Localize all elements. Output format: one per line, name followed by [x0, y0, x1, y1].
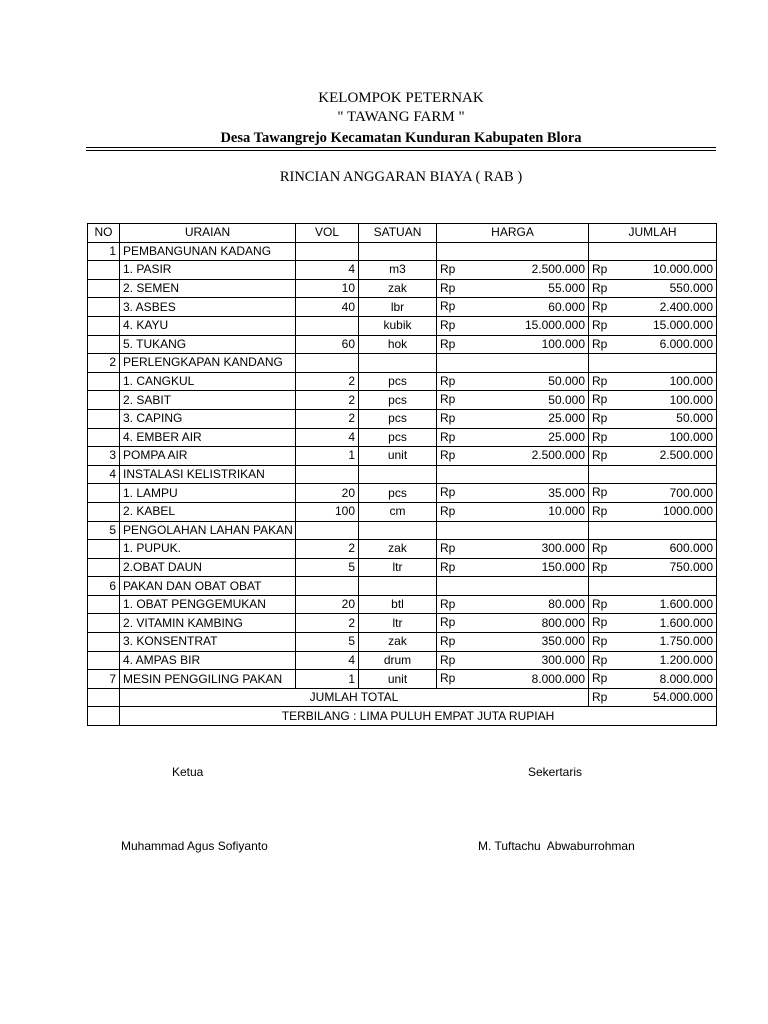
row-harga-cell	[437, 447, 589, 466]
row-harga-amount: 50.000	[548, 374, 585, 389]
row-jumlah-amount: 750.000	[669, 559, 713, 574]
row-no: 6	[88, 577, 120, 596]
table-row	[88, 261, 717, 280]
row-vol: 5	[296, 558, 359, 577]
table-row	[88, 335, 717, 354]
table-row	[88, 428, 717, 447]
table-row	[88, 614, 717, 633]
row-jumlah-amount: 1000.000	[662, 504, 713, 519]
row-harga-rp: Rp	[440, 615, 456, 630]
row-no: 1	[88, 242, 120, 261]
row-jumlah-cell	[589, 521, 717, 540]
row-satuan	[359, 465, 437, 484]
row-harga-rp: Rp	[440, 559, 456, 574]
table-row	[88, 521, 717, 540]
table-row	[88, 372, 717, 391]
row-no	[88, 484, 120, 503]
row-jumlah-rp: Rp	[592, 448, 608, 463]
row-vol: 2	[296, 540, 359, 559]
table-header-row	[88, 224, 717, 243]
row-harga-rp: Rp	[440, 373, 456, 388]
table-row	[88, 651, 717, 670]
row-harga-rp: Rp	[440, 541, 456, 556]
row-harga-rp: Rp	[440, 634, 456, 649]
row-vol: 1	[296, 447, 359, 466]
row-harga-cell	[437, 484, 589, 503]
row-jumlah-amount: 50.000	[676, 411, 713, 426]
row-vol: 4	[296, 261, 359, 280]
row-jumlah-cell	[589, 261, 717, 280]
row-uraian: 2. SABIT	[120, 391, 296, 410]
row-harga-amount: 100.000	[541, 336, 585, 351]
row-satuan	[359, 354, 437, 373]
row-vol: 2	[296, 409, 359, 428]
secretary-name: M. Tuftachu Abwaburrohman	[478, 839, 635, 853]
row-satuan: ltr	[359, 558, 437, 577]
row-satuan: kubik	[359, 316, 437, 335]
row-harga-rp: Rp	[440, 503, 456, 518]
row-uraian: PEMBANGUNAN KADANG	[120, 242, 296, 261]
row-uraian: 1. CANGKUL	[120, 372, 296, 391]
row-harga-rp: Rp	[440, 410, 456, 425]
row-uraian: 3. ASBES	[120, 298, 296, 317]
row-satuan: pcs	[359, 484, 437, 503]
terbilang-no-cell	[88, 707, 120, 726]
row-vol: 60	[296, 335, 359, 354]
row-uraian: 1. OBAT PENGGEMUKAN	[120, 595, 296, 614]
row-vol	[296, 354, 359, 373]
row-harga-amount: 10.000	[548, 504, 585, 519]
row-jumlah-amount: 10.000.000	[652, 262, 713, 277]
row-harga-rp: Rp	[440, 429, 456, 444]
row-jumlah-rp: Rp	[592, 503, 608, 518]
row-satuan: m3	[359, 261, 437, 280]
row-satuan: unit	[359, 670, 437, 689]
row-no	[88, 298, 120, 317]
row-no	[88, 595, 120, 614]
row-harga-amount: 25.000	[548, 411, 585, 426]
table-row	[88, 595, 717, 614]
row-no	[88, 335, 120, 354]
row-harga-cell	[437, 614, 589, 633]
row-jumlah-cell	[589, 298, 717, 317]
row-vol	[296, 521, 359, 540]
row-satuan: ltr	[359, 614, 437, 633]
row-no: 2	[88, 354, 120, 373]
row-jumlah-cell	[589, 465, 717, 484]
row-jumlah-rp: Rp	[592, 559, 608, 574]
row-satuan: btl	[359, 595, 437, 614]
row-uraian: PENGOLAHAN LAHAN PAKAN	[120, 521, 296, 540]
row-jumlah-amount: 1.750.000	[659, 634, 713, 649]
row-jumlah-amount: 1.600.000	[659, 615, 713, 630]
row-uraian: 4. AMPAS BIR	[120, 651, 296, 670]
row-satuan	[359, 242, 437, 261]
row-jumlah-rp: Rp	[592, 634, 608, 649]
row-harga-amount: 300.000	[541, 652, 585, 667]
row-no	[88, 409, 120, 428]
row-uraian: INSTALASI KELISTRIKAN	[120, 465, 296, 484]
row-jumlah-amount: 100.000	[669, 374, 713, 389]
row-no	[88, 614, 120, 633]
table-row	[88, 447, 717, 466]
row-jumlah-cell	[589, 428, 717, 447]
row-jumlah-cell	[589, 670, 717, 689]
row-jumlah-amount: 1.600.000	[659, 597, 713, 612]
table-row	[88, 391, 717, 410]
row-jumlah-amount: 600.000	[669, 541, 713, 556]
row-jumlah-amount: 2.400.000	[659, 299, 713, 314]
row-uraian: 1. LAMPU	[120, 484, 296, 503]
row-harga-rp: Rp	[440, 392, 456, 407]
table-row	[88, 633, 717, 652]
row-harga-cell	[437, 521, 589, 540]
row-no: 5	[88, 521, 120, 540]
row-harga-amount: 8.000.000	[531, 671, 585, 686]
row-harga-cell	[437, 335, 589, 354]
row-vol: 2	[296, 372, 359, 391]
terbilang-text: TERBILANG : LIMA PULUH EMPAT JUTA RUPIAH	[120, 707, 717, 726]
row-jumlah-rp: Rp	[592, 485, 608, 500]
row-uraian: 3. CAPING	[120, 409, 296, 428]
row-satuan	[359, 521, 437, 540]
row-satuan: pcs	[359, 372, 437, 391]
row-jumlah-cell	[589, 372, 717, 391]
row-satuan: cm	[359, 502, 437, 521]
header-divider-top	[86, 147, 716, 148]
row-harga-amount: 55.000	[548, 281, 585, 296]
row-no	[88, 502, 120, 521]
row-satuan: unit	[359, 447, 437, 466]
table-row	[88, 670, 717, 689]
row-uraian: 4. EMBER AIR	[120, 428, 296, 447]
total-rp: Rp	[592, 689, 608, 704]
row-jumlah-cell	[589, 558, 717, 577]
row-satuan: pcs	[359, 409, 437, 428]
row-harga-cell	[437, 391, 589, 410]
row-jumlah-rp: Rp	[592, 596, 608, 611]
row-satuan: pcs	[359, 428, 437, 447]
chairman-name: Muhammad Agus Sofiyanto	[121, 839, 268, 853]
row-jumlah-rp: Rp	[592, 336, 608, 351]
row-no	[88, 633, 120, 652]
row-harga-rp: Rp	[440, 336, 456, 351]
row-harga-amount: 50.000	[548, 392, 585, 407]
row-satuan: pcs	[359, 391, 437, 410]
table-row	[88, 484, 717, 503]
row-harga-cell	[437, 354, 589, 373]
row-harga-amount: 300.000	[541, 541, 585, 556]
row-jumlah-rp: Rp	[592, 429, 608, 444]
row-harga-cell	[437, 428, 589, 447]
row-uraian: 2. VITAMIN KAMBING	[120, 614, 296, 633]
row-satuan: drum	[359, 651, 437, 670]
row-harga-rp: Rp	[440, 652, 456, 667]
row-harga-rp: Rp	[440, 671, 456, 686]
total-label: JUMLAH TOTAL	[120, 688, 589, 707]
row-harga-rp: Rp	[440, 317, 456, 332]
row-jumlah-cell	[589, 633, 717, 652]
row-uraian: 1. PUPUK.	[120, 540, 296, 559]
row-uraian: 3. KONSENTRAT	[120, 633, 296, 652]
row-vol: 1	[296, 670, 359, 689]
table-row	[88, 409, 717, 428]
row-jumlah-cell	[589, 595, 717, 614]
row-harga-amount: 15.000.000	[524, 318, 585, 333]
row-harga-rp: Rp	[440, 262, 456, 277]
row-jumlah-amount: 15.000.000	[652, 318, 713, 333]
table-row	[88, 558, 717, 577]
row-harga-cell	[437, 465, 589, 484]
row-vol: 100	[296, 502, 359, 521]
row-jumlah-amount: 700.000	[669, 485, 713, 500]
row-jumlah-rp: Rp	[592, 410, 608, 425]
table-row	[88, 242, 717, 261]
row-jumlah-cell	[589, 651, 717, 670]
row-jumlah-cell	[589, 484, 717, 503]
header-jumlah: JUMLAH	[589, 224, 717, 243]
row-no	[88, 428, 120, 447]
header-divider-bottom	[86, 150, 716, 151]
row-no	[88, 372, 120, 391]
row-harga-cell	[437, 279, 589, 298]
row-no: 3	[88, 447, 120, 466]
row-harga-cell	[437, 670, 589, 689]
row-uraian: 2. KABEL	[120, 502, 296, 521]
row-jumlah-rp: Rp	[592, 652, 608, 667]
row-jumlah-rp: Rp	[592, 541, 608, 556]
row-jumlah-rp: Rp	[592, 299, 608, 314]
row-vol: 20	[296, 484, 359, 503]
secretary-role: Sekertaris	[528, 765, 583, 779]
row-vol	[296, 465, 359, 484]
row-harga-rp: Rp	[440, 485, 456, 500]
row-uraian: 2.OBAT DAUN	[120, 558, 296, 577]
row-jumlah-amount: 6.000.000	[659, 336, 713, 351]
row-jumlah-amount: 1.200.000	[659, 652, 713, 667]
row-satuan: zak	[359, 633, 437, 652]
row-harga-cell	[437, 558, 589, 577]
table-row	[88, 502, 717, 521]
row-harga-amount: 800.000	[541, 615, 585, 630]
table-row	[88, 279, 717, 298]
row-vol: 2	[296, 614, 359, 633]
table-row	[88, 577, 717, 596]
row-uraian: 1. PASIR	[120, 261, 296, 280]
row-harga-cell	[437, 372, 589, 391]
row-no: 4	[88, 465, 120, 484]
row-satuan: lbr	[359, 298, 437, 317]
row-uraian: 5. TUKANG	[120, 335, 296, 354]
row-harga-rp: Rp	[440, 596, 456, 611]
row-harga-amount: 150.000	[541, 559, 585, 574]
row-vol: 10	[296, 279, 359, 298]
row-uraian: PERLENGKAPAN KANDANG	[120, 354, 296, 373]
row-no	[88, 391, 120, 410]
chairman-role: Ketua	[172, 765, 204, 779]
row-vol	[296, 577, 359, 596]
table-row	[88, 540, 717, 559]
row-satuan: zak	[359, 279, 437, 298]
row-no: 7	[88, 670, 120, 689]
row-harga-cell	[437, 595, 589, 614]
row-jumlah-rp: Rp	[592, 671, 608, 686]
row-uraian: PAKAN DAN OBAT OBAT	[120, 577, 296, 596]
row-harga-amount: 80.000	[548, 597, 585, 612]
row-vol: 2	[296, 391, 359, 410]
total-row	[88, 688, 717, 707]
row-jumlah-cell	[589, 242, 717, 261]
row-harga-cell	[437, 502, 589, 521]
row-harga-cell	[437, 298, 589, 317]
row-harga-cell	[437, 651, 589, 670]
row-jumlah-rp: Rp	[592, 373, 608, 388]
table-row	[88, 354, 717, 373]
row-jumlah-rp: Rp	[592, 392, 608, 407]
row-harga-cell	[437, 261, 589, 280]
row-vol: 20	[296, 595, 359, 614]
row-harga-rp: Rp	[440, 280, 456, 295]
row-uraian: 4. KAYU	[120, 316, 296, 335]
row-harga-rp: Rp	[440, 448, 456, 463]
row-jumlah-rp: Rp	[592, 262, 608, 277]
row-jumlah-cell	[589, 409, 717, 428]
row-jumlah-cell	[589, 447, 717, 466]
row-jumlah-amount: 2.500.000	[659, 448, 713, 463]
row-satuan: zak	[359, 540, 437, 559]
row-harga-cell	[437, 633, 589, 652]
row-harga-cell	[437, 316, 589, 335]
row-no	[88, 558, 120, 577]
row-harga-amount: 350.000	[541, 634, 585, 649]
row-jumlah-rp: Rp	[592, 280, 608, 295]
row-jumlah-amount: 550.000	[669, 281, 713, 296]
row-no	[88, 651, 120, 670]
row-no	[88, 540, 120, 559]
table-row	[88, 316, 717, 335]
total-amount: 54.000.000	[652, 690, 713, 705]
row-harga-amount: 25.000	[548, 429, 585, 444]
farm-name: " TAWANG FARM "	[337, 109, 465, 125]
row-jumlah-cell	[589, 540, 717, 559]
row-vol: 5	[296, 633, 359, 652]
village-address: Desa Tawangrejo Kecamatan Kunduran Kabupaten Blora	[220, 130, 582, 146]
row-jumlah-amount: 8.000.000	[659, 671, 713, 686]
row-no	[88, 261, 120, 280]
row-vol	[296, 242, 359, 261]
row-jumlah-amount: 100.000	[669, 429, 713, 444]
row-jumlah-amount: 100.000	[669, 392, 713, 407]
table-row	[88, 465, 717, 484]
row-harga-amount: 2.500.000	[531, 448, 585, 463]
row-harga-amount: 2.500.000	[531, 262, 585, 277]
row-jumlah-cell	[589, 614, 717, 633]
row-harga-amount: 35.000	[548, 485, 585, 500]
row-harga-cell	[437, 409, 589, 428]
row-uraian: MESIN PENGGILING PAKAN	[120, 670, 296, 689]
total-no-cell	[88, 688, 120, 707]
row-uraian: 2. SEMEN	[120, 279, 296, 298]
row-no	[88, 279, 120, 298]
row-jumlah-cell	[589, 577, 717, 596]
header-no: NO	[88, 224, 120, 243]
row-uraian: POMPA AIR	[120, 447, 296, 466]
row-jumlah-cell	[589, 335, 717, 354]
row-no	[88, 316, 120, 335]
header-vol: VOL	[296, 224, 359, 243]
row-satuan: hok	[359, 335, 437, 354]
row-vol: 40	[296, 298, 359, 317]
row-satuan	[359, 577, 437, 596]
row-vol: 4	[296, 428, 359, 447]
row-jumlah-cell	[589, 502, 717, 521]
table-row	[88, 298, 717, 317]
header-satuan: SATUAN	[359, 224, 437, 243]
row-jumlah-rp: Rp	[592, 317, 608, 332]
total-amount-cell	[589, 688, 717, 707]
org-name: KELOMPOK PETERNAK	[318, 90, 484, 106]
row-jumlah-cell	[589, 316, 717, 335]
row-vol: 4	[296, 651, 359, 670]
row-harga-rp: Rp	[440, 299, 456, 314]
row-harga-cell	[437, 540, 589, 559]
header-harga: HARGA	[437, 224, 589, 243]
row-jumlah-cell	[589, 279, 717, 298]
budget-table	[87, 223, 717, 726]
row-jumlah-cell	[589, 354, 717, 373]
row-jumlah-rp: Rp	[592, 615, 608, 630]
row-harga-amount: 60.000	[548, 299, 585, 314]
terbilang-row	[88, 707, 717, 726]
row-jumlah-cell	[589, 391, 717, 410]
row-harga-cell	[437, 242, 589, 261]
header-uraian: URAIAN	[120, 224, 296, 243]
row-vol	[296, 316, 359, 335]
document-title: RINCIAN ANGGARAN BIAYA ( RAB )	[279, 169, 523, 185]
row-harga-cell	[437, 577, 589, 596]
